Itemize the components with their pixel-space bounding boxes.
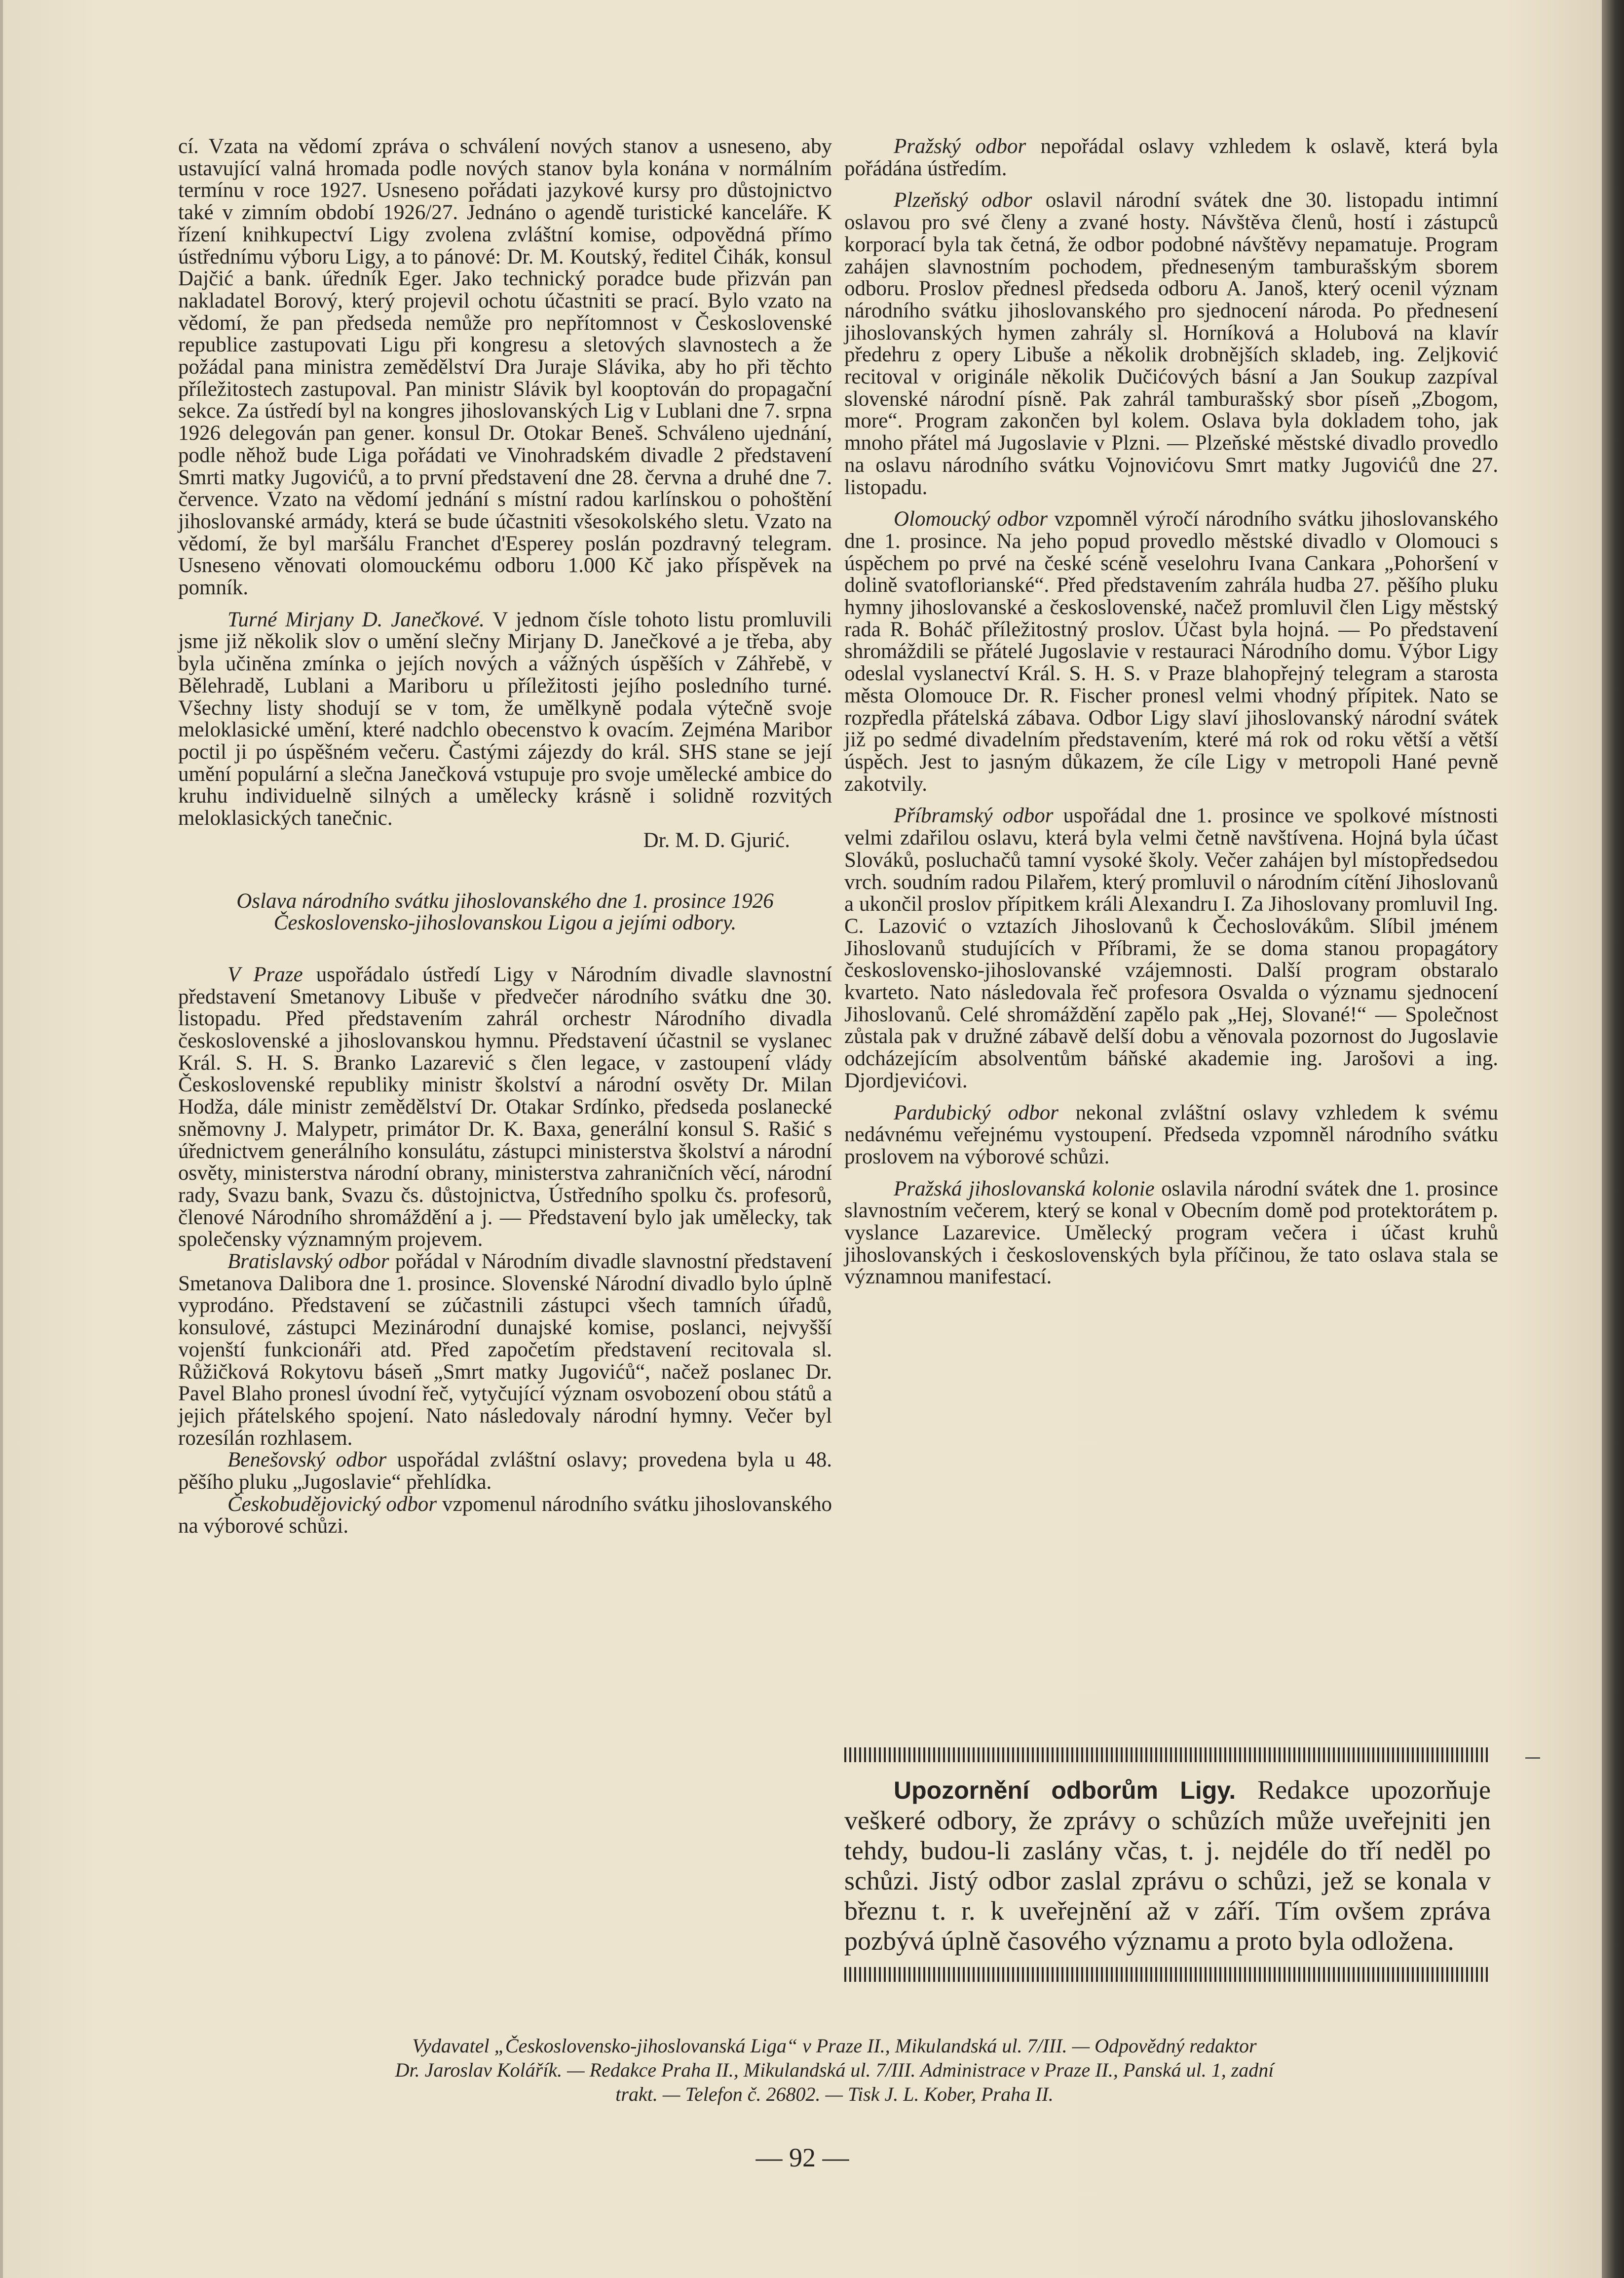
- paragraph-bratislava: [178, 1251, 832, 1449]
- binding-shadow: [1602, 0, 1624, 2278]
- right-column: [844, 136, 1498, 1288]
- paragraph-prague: [178, 964, 832, 1251]
- paragraph-text: vzpomněl výročí národního svátku jihoslovanského dne 1. prosince. Na jeho popud provedlo městské divadlo v Olomouci s úspěchem po prvé na české scéně veselohru Ivana Cankara „Pohoršení v dolině svatoflorianské“. Před představením zahrála hudba 27. pěšího pluku hymny jihoslovanské a československé, načež promluvil člen Ligy městský rada R. Boháč příležitostný proslov. Účast byla hojná. — Po představení shromáždili se přátelé Jugoslavie v restauraci Národního domu. Výbor Ligy odeslal vyslanectví Král. S. H. S. v Praze blahopřejný telegram a starosta města Olomouce Dr. R. Fischer pronesl velmi vhodný přípitek. Nato se rozpředla přátelská zábava. Odbor Ligy slaví jihoslovanský národní svátek již po sedmé divadelním představením, které má rok od roku větší a větší úspěch. Jest to jasným důkazem, že cíle Ligy v metropoli Hané pevně zakotvily.: [844, 507, 1499, 796]
- notice-box: [844, 1747, 1491, 1982]
- paragraph-title: Olomoucký odbor: [894, 507, 1048, 531]
- paragraph-plzen: [844, 190, 1498, 499]
- paragraph-text: oslavil národní svátek dne 30. listopadu intimní oslavou pro své členy a zvané hosty. Návštěva členů, hostí i zástupců korporací byla tak četná, že odbor podobné návštěvy nepamatuje. Program zahájen slavnostním pochodem, předneseným tamburašským sborem odboru. Proslov přednesl předseda odboru A. Janoš, který ocenil význam národního svátku jihoslovanského pro sjednocení národa. Po přednesení jihoslovanských hymen zahrály sl. Horníková a Holubová na klavír předehru z opery Libuše a několik drobnějších skladeb, ing. Zeljković recitoval v originále několik Dučićových básní a Jan Soukup zazpíval slovenské národní písně. Pak zahrál tamburašský sbor píseň „Zbogom, more“. Program zakončen byl kolem. Oslava byla dokladem toho, jak mnoho přátel má Jugoslavie v Plzni. — Plzeňské městské divadlo provedlo na oslavu národního svátku Vojnovićovu Smrt matky Jugovićů dne 27. listopadu.: [844, 189, 1499, 499]
- section-heading: Oslava národního svátku jihoslovanského dne 1. prosince 1926 Československo-jihoslovanskou Ligou a jejími odbory.: [236, 889, 774, 935]
- scan-mark: [1525, 1757, 1540, 1759]
- paragraph-text: pořádal v Národním divadle slavnostní představení Smetanova Dalibora dne 1. prosince. Slovenské Národní divadlo bylo úplně vyprodáno. Představení se zúčastnili zástupci všech tamních úřadů, konsulové, zástupci Mezinárodní dunajské komise, poslanci, nejvyšší vojenští funkcionáři atd. Před započetím představení recitovala sl. Růžičková Rokytovu báseň „Smrt matky Jugovićů“, načež poslanec Dr. Pavel Blaho pronesl úvodní řeč, vytyčující význam osvobození obou států a jejich přátelského spojení. Nato následovaly národní hymny. Večer byl rozesílán rozhlasem.: [178, 1250, 832, 1450]
- signature: Dr. M. D. Gjurić.: [643, 828, 790, 852]
- notice-paragraph: [844, 1775, 1491, 1956]
- paragraph-title: Českobudějovický odbor: [227, 1492, 437, 1516]
- left-column: [178, 136, 832, 1538]
- paragraph-title: Plzeňský odbor: [894, 189, 1032, 212]
- paragraph-text: V jednom čísle tohoto listu promluvili jsme již několik slov o umění slečny Mirjany D. Janečkové a je třeba, aby byla učiněna zmínka o jejích nových a vážných úspěších v Záhřebě, v Bělehradě, Lublani a Mariboru u příležitosti jejího posledního turné. Všechny listy shodují se v tom, že umělkyně podala výtečně svoje meloklasické umění, které nadchlo obecenstvo k ovacím. Zejména Maribor poctil ji po úspěšném večeru. Častými zájezdy do král. SHS stane se její umění populární a slečna Janečková vstupuje pro svoje umělecké ambice do kruhu individuelně silných a umělecky krásně i solidně rozvitých meloklasických tanečnic.: [178, 608, 832, 830]
- paragraph-title: V Praze: [227, 963, 303, 986]
- notice-text: Redakce upozorňuje veškeré odbory, že zprávy o schůzích může uveřejniti jen tehdy, budou-li zaslány včas, t. j. nejdéle do tří neděl po schůzi. Jistý odbor zaslal zprávu o schůzi, jež se konala v březnu t. r. k uveřejnění až v září. Tím ovšem zpráva pozbývá úplně časového významu a proto byla odložena.: [844, 1775, 1491, 1956]
- imprint-line: trakt. — Telefon č. 26802. — Tisk J. L. Kober, Praha II.: [615, 2083, 1054, 2105]
- paragraph-text: oslavila národní svátek dne 1. prosince slavnostním večerem, který se konal v Obecním domě pod protektorátem p. vyslance Lazarevice. Umělecký program večera i účast kruhů jihoslovanských i československých byla příčinou, že tato oslava stala se významnou manifestací.: [844, 1177, 1498, 1289]
- imprint-line: Vydavatel „Československo-jihoslovanská Liga“ v Praze II., Mikulandská ul. 7/III. — Odpovědný redaktor: [412, 2035, 1257, 2057]
- decorative-rule-bottom: [844, 1967, 1491, 1982]
- paragraph-text: uspořádal zvláštní oslavy; provedena byla u 48. pěšího pluku „Jugoslavie“ přehlídka.: [178, 1448, 832, 1494]
- paragraph-title: Pražská jihoslovanská kolonie: [894, 1177, 1155, 1200]
- paragraph-pardubice: [844, 1102, 1498, 1168]
- paragraph-prague-colony: [844, 1178, 1498, 1289]
- paragraph-title: Pardubický odbor: [894, 1101, 1058, 1124]
- decorative-rule-top: [844, 1747, 1491, 1762]
- paragraph-text: uspořádalo ústředí Ligy v Národním divadle slavnostní představení Smetanovy Libuše v předvečer národního svátku dne 30. listopadu. Před představením zahrál orchestr Národního divadla československé a jihoslovanskou hymnu. Představení účastnil se vyslanec Král. S. H. S. Branko Lazarević s člen legace, v zastoupení vlády Československé republiky ministr školství a národní osvěty Dr. Milan Hodža, dále ministr zemědělství Dr. Otakar Srdínko, předseda poslanecké sněmovny J. Malypetr, primátor Dr. K. Baxa, generální konsul S. Rašić s úřednictvem generálního konsulátu, zástupci ministerstva školství a národní osvěty, ministerstva národní obrany, ministerstva zahraničních věcí, národní rady, Svazu bank, Svazu čs. důstojnictva, Ústředního spolku čs. profesorů, členové Národního shromáždění a j. — Představení bylo jak umělecky, tak společensky významným projevem.: [178, 963, 832, 1251]
- imprint-footer: [178, 2034, 1491, 2106]
- paragraph-text: nekonal zvláštní oslavy vzhledem k svému nedávnému veřejnému vystoupení. Předseda vzpomněl národního svátku proslovem na výborové schůzi.: [844, 1101, 1499, 1168]
- paragraph-text: nepořádal oslavy vzhledem k oslavě, která byla pořádána ústředím.: [844, 135, 1498, 180]
- paragraph-title: Příbramský odbor: [894, 804, 1054, 828]
- paragraph-title: Bratislavský odbor: [227, 1250, 389, 1274]
- paragraph-benesov: [178, 1449, 832, 1493]
- paragraph-text: uspořádal dne 1. prosince ve spolkové místnosti velmi zdařilou oslavu, která byla velmi četně navštívena. Hojná byla účast Slováků, posluchačů tamní vysoké školy. Večer zahájen byl místopředsedou vrch. soudním radou Pilařem, který promluvil o národním cítění Jihoslovanů a ukončil proslov přípitkem králi Alexandru I. Za Jihoslovany promluvil Ing. C. Lazović o vztazích Jihoslovanů k Čechoslovákům. Slíbil jménem Jihoslovanů studujících v Příbrami, že se doma stanou propagátory československo-jihoslovanské vzájemnosti. Další program obstaralo kvarteto. Nato následovala řeč profesora Osvalda o významu sjednocení Jihoslovanů. Celé shromáždění zapělo pak „Hej, Slované!“ — Společnost zůstala pak v družné zábavě delší dobu a věnovala pozornost do Jugoslavie odcházejícím absolventům báňské akademie ing. Jarošovi a ing. Djordjevićovi.: [844, 804, 1499, 1092]
- paragraph-pribram: [844, 805, 1498, 1092]
- paragraph-text: vzpomenul národního svátku jihoslovanského na výborové schůzi.: [178, 1492, 832, 1538]
- paragraph-janeckova-tour: [178, 609, 832, 830]
- page: [3, 0, 1602, 2278]
- page-number: — 92 —: [755, 2143, 849, 2172]
- imprint-line: Dr. Jaroslav Kolářík. — Redakce Praha II., Mikulandská ul. 7/III. Administrace v Praze II., Panská ul. 1, zadní: [395, 2059, 1274, 2081]
- notice-title: Upozornění odborům Ligy.: [894, 1776, 1236, 1804]
- paragraph-prague-branch: [844, 136, 1498, 180]
- paragraph-ceske-budejovice: [178, 1494, 832, 1538]
- paragraph-title: Turné Mirjany D. Janečkové.: [227, 608, 485, 631]
- paragraph-title: Pražský odbor: [894, 135, 1026, 158]
- paragraph-olomouc: [844, 508, 1498, 795]
- paragraph-league-meeting: cí. Vzata na vědomí zpráva o schválení nových stanov a usneseno, aby ustavující valná hromada podle nových stanov byla konána v normálním termínu v roce 1927. Usneseno pořádati jazykové kursy pro důstojnictvo také v zimním období 1926/27. Jednáno o agendě turistické kanceláře. K řízení knihkupectví Ligy zvolena zvláštní komise, odpovědná přímo ústřednímu výboru Ligy, a to pánové: Dr. M. Koutský, ředitel Čihák, konsul Dajčić a bank. úředník Eger. Jako technický poradce bude přizván pan nakladatel Borový, který projevil ochotu účastniti se prací. Bylo vzato na vědomí, že pan předseda nemůže pro nepřítomnost v Československé republice zastupovati Ligu při kongresu a sletových slavnostech a že požádal pana ministra zemědělství Dra Juraje Slávika, aby ho při těchto příležitostech zastupoval. Pan ministr Slávik byl kooptován do propagační sekce. Za ústředí byl na kongres jihoslovanských Lig v Lublani dne 7. srpna 1926 delegován pan gener. konsul Dr. Otokar Beneš. Schváleno ujednání, podle něhož bude Liga pořádati ve Vinohradském divadle 2 představení Smrti matky Jugovićů, a to první představení dne 28. června a druhé dne 7. července. Vzato na vědomí jednání s místní radou karlínskou o pohoštění jihoslovanské armády, která se bude účastniti všesokolského sletu. Vzato na vědomí, že byl maršálu Franchet d'Esperey poslán pozdravný telegram. Usneseno věnovati olomouckému odboru 1.000 Kč jako příspěvek na pomník.: [178, 135, 832, 600]
- paragraph-title: Benešovský odbor: [227, 1448, 387, 1472]
